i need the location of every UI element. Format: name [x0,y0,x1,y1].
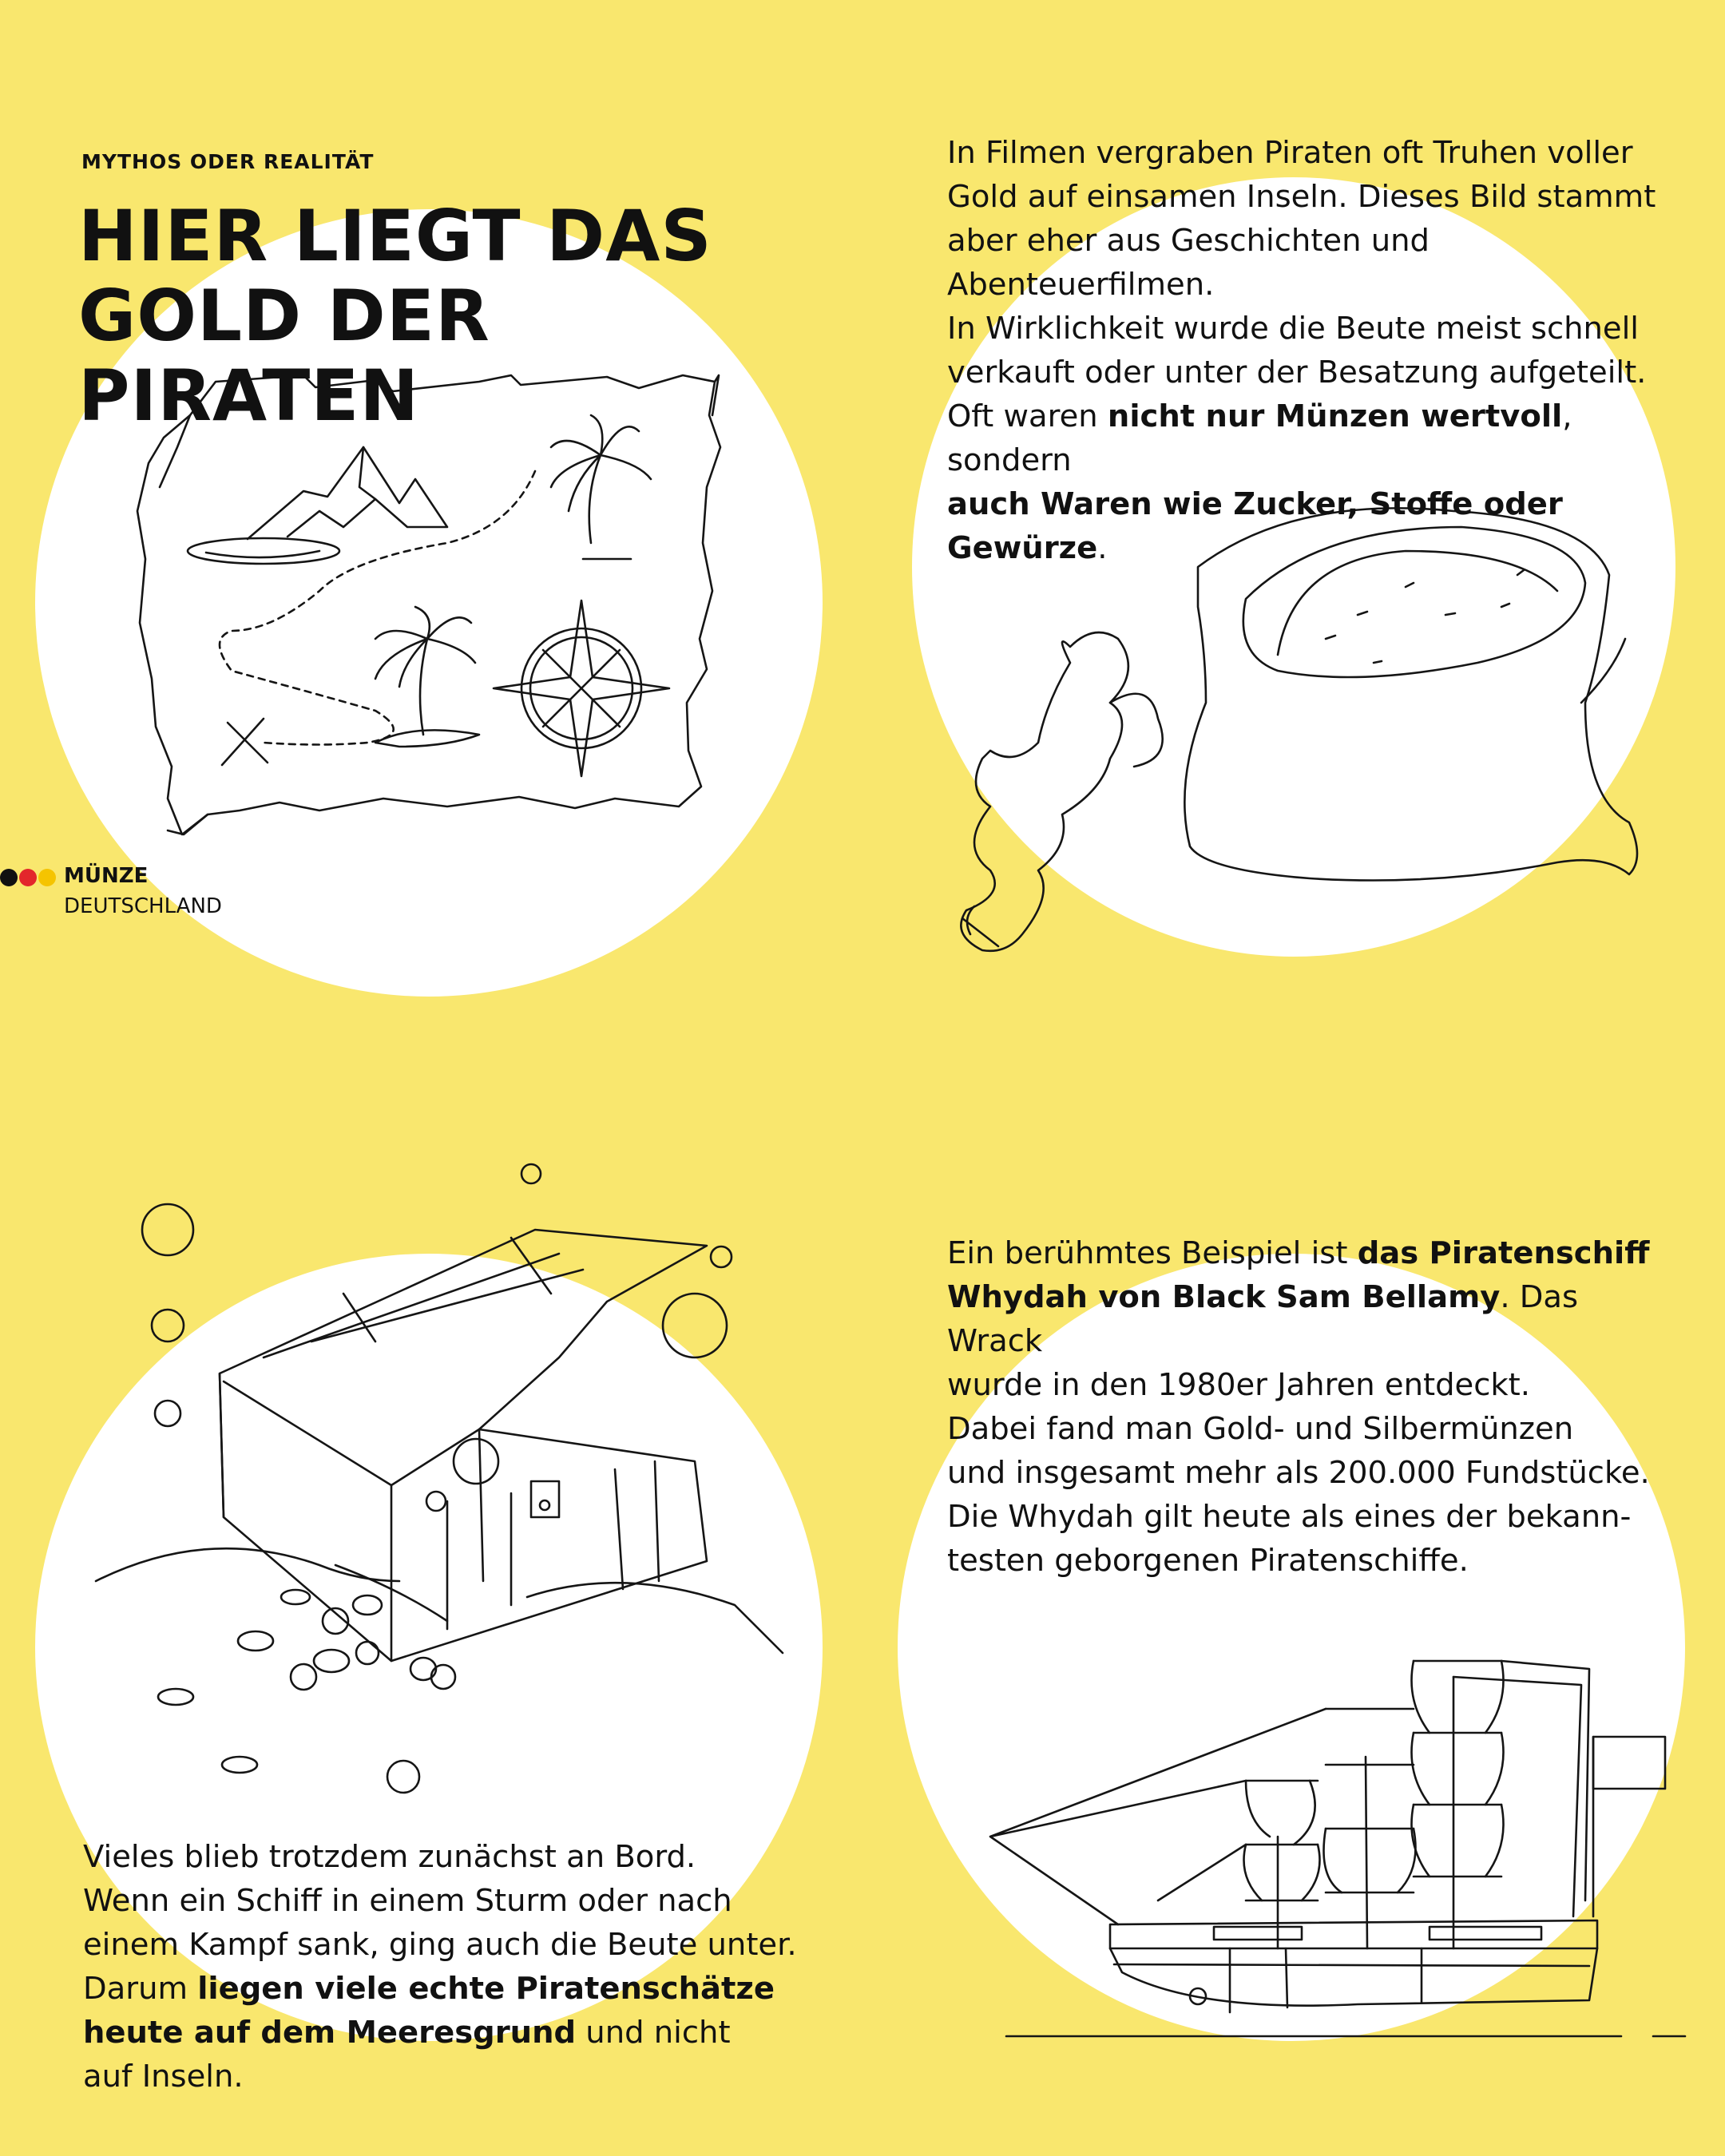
p2-line-1b: das Piratenschiff [1357,1235,1650,1271]
p1-line-5: verkauft oder unter der Besatzung aufgeteilt. [947,355,1647,390]
p2-line-7: testen geborgenen Piratenschiffe. [947,1543,1469,1579]
sailing-ship-illustration [990,1661,1685,2036]
p3-line-4a: Darum [83,1971,198,2007]
p1-line-3: aber eher aus Geschichten und Abenteuerfilmen. [947,223,1430,303]
p1-line-1: In Filmen vergraben Piraten oft Truhen voller [947,135,1633,171]
title-line-2: GOLD DER PIRATEN [78,275,490,437]
p2-line-5: und insgesamt mehr als 200.000 Fundstücke. [947,1455,1650,1491]
spice-sack-illustration [961,508,1637,950]
p3-line-4b: liegen viele echte Piratenschätze [197,1971,775,2007]
flag-dot-red [19,869,37,886]
p1-line-4: In Wirklichkeit wurde die Beute meist schnell [947,311,1640,347]
flag-dot-black [0,869,18,886]
p3-line-2: Wenn ein Schiff in einem Sturm oder nach [83,1883,732,1919]
p2-line-2b: Whydah von Black Sam Bellamy [947,1279,1501,1315]
p3-line-5b: heute auf dem Meeresgrund [83,2015,577,2051]
paragraph-2 [947,1231,1666,1583]
p2-line-2c: . Das Wrack [947,1279,1579,1359]
language-badge-title: MÜNZE [64,864,149,888]
p3-line-6: auf Inseln. [83,2059,244,2095]
p1-line-6c: , sondern [947,398,1572,478]
p2-line-1a: Ein berühmtes Beispiel ist [947,1235,1358,1271]
p2-line-4: Dabei fand man Gold- und Silbermünzen [947,1411,1574,1447]
paragraph-3 [83,1835,802,2099]
page-title [78,196,845,436]
p3-line-3: einem Kampf sank, ging auch die Beute unter. [83,1927,797,1963]
p1-line-6b: nicht nur Münzen wertvoll [1107,398,1563,434]
treasure-map-illustration [137,375,720,834]
language-badge-subtitle: DEUTSCHLAND [64,894,222,918]
kicker: MYTHOS ODER REALITÄT [81,150,375,173]
p1-line-6a: Oft waren [947,398,1108,434]
p3-line-5c: und nicht [576,2015,731,2051]
p1-line-2: Gold auf einsamen Inseln. Dieses Bild stammt [947,179,1656,215]
paragraph-1 [947,131,1666,570]
p3-line-1: Vieles blieb trotzdem zunächst an Bord. [83,1839,696,1875]
treasure-chest-illustration [96,1164,783,1793]
flag-dot-gold [38,869,56,886]
title-line-1: HIER LIEGT DAS [78,195,712,277]
p2-line-6: Die Whydah gilt heute als eines der bekann- [947,1499,1632,1535]
p1-line-7c: . [1097,530,1108,566]
p2-line-3: wurde in den 1980er Jahren entdeckt. [947,1367,1530,1403]
p1-line-7b: auch Waren wie Zucker, Stoffe oder Gewürze [947,486,1563,566]
